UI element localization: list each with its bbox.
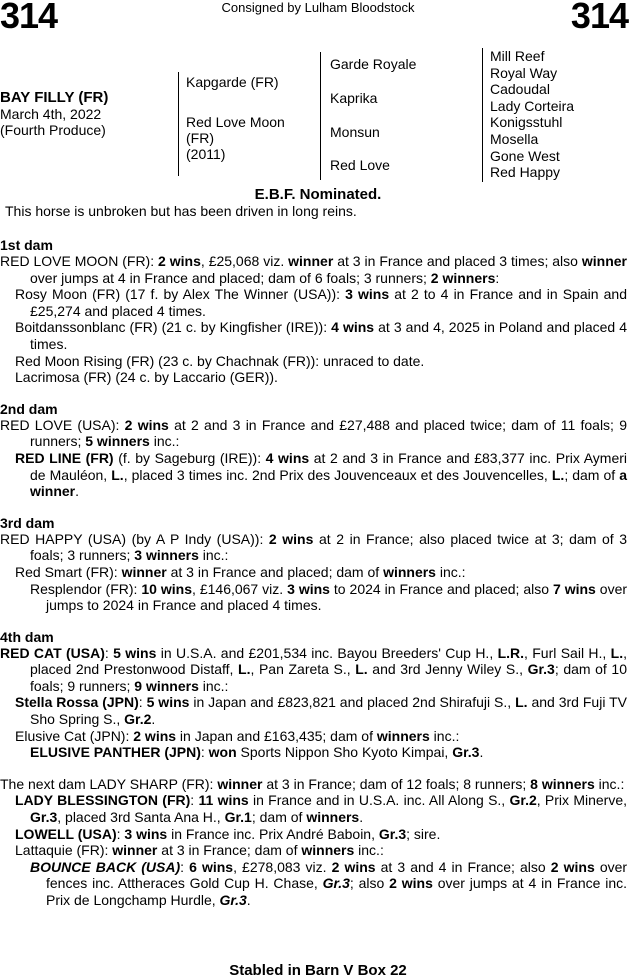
pedigree-divider bbox=[482, 48, 483, 182]
produce-note: (Fourth Produce) bbox=[0, 122, 106, 138]
first-dam-section bbox=[0, 237, 627, 386]
great-grandparent: Cadoudal bbox=[490, 81, 550, 98]
second-dam-section bbox=[0, 401, 627, 500]
progeny-entry: Boitdanssonblanc (FR) (21 c. by Kingfisher (IRE)): 4 wins at 3 and 4, 2025 in Poland and placed 4 times. bbox=[15, 319, 628, 352]
dam-year: (2011) bbox=[186, 146, 226, 162]
great-grandparent: Royal Way bbox=[490, 64, 558, 81]
dam-entry: The next dam LADY SHARP (FR): winner at 3 in France; dam of 12 foals; 8 runners; 8 winners inc.: bbox=[0, 775, 625, 792]
great-grandparent: Konigsstuhl bbox=[490, 114, 563, 131]
progeny-entry: RED LINE (FR) (f. by Sageburg (IRE)): 4 wins at 2 and 3 in France and £83,377 inc. Prix Aymeri de Mauléon, L., placed 3 times inc. 2nd Prix des Jouvenceaux et des Jouvencelles, L.; dam of a winner. bbox=[15, 449, 628, 500]
pedigree-divider bbox=[178, 72, 179, 176]
dam bbox=[186, 114, 285, 162]
unbroken-note: This horse is unbroken but has been driven in long reins. bbox=[5, 203, 357, 219]
dam-country: (FR) bbox=[186, 130, 214, 146]
lot-number-right: 314 bbox=[570, 0, 628, 36]
dam-entry: RED LOVE (USA): 2 wins at 2 and 3 in France and £27,488 and placed twice; dam of 11 foals; 9 runners; 5 winners inc.: bbox=[0, 416, 627, 450]
dam-name: Red Love Moon bbox=[186, 114, 285, 130]
grandparent: Kaprika bbox=[330, 90, 378, 106]
grandparent: Garde Royale bbox=[330, 56, 417, 72]
progeny-entry: Stella Rossa (JPN): 5 wins in Japan and £823,821 and placed 2nd Shirafuji S., L. and 3rd Fuji TV Sho Spring S., Gr.2. bbox=[15, 694, 627, 728]
next-dam-section bbox=[0, 776, 627, 909]
lot-number-left: 314 bbox=[0, 0, 58, 36]
consignor: Consigned by Lulham Bloodstock bbox=[221, 0, 415, 15]
third-dam-section bbox=[0, 515, 627, 614]
sire: Kapgarde (FR) bbox=[186, 74, 279, 90]
section-title: 3rd dam bbox=[0, 514, 55, 531]
section-title: 4th dam bbox=[0, 628, 54, 645]
great-grandparent: Gone West bbox=[490, 147, 560, 164]
horse-type: BAY FILLY (FR) bbox=[0, 89, 109, 106]
progeny-entry: Rosy Moon (FR) (17 f. by Alex The Winner (USA)): 3 wins at 2 to 4 in France and in Spain and £25,274 and placed 4 times. bbox=[15, 286, 627, 319]
section-title: 2nd dam bbox=[0, 400, 58, 417]
progeny-entry: Lacrimosa (FR) (24 c. by Laccario (GER)). bbox=[15, 369, 278, 386]
ebf-nominated: E.B.F. Nominated. bbox=[254, 186, 382, 203]
progeny-entry: BOUNCE BACK (USA): 6 wins, £278,083 viz. 2 wins at 3 and 4 in France; also 2 wins over fences inc. Attheraces Gold Cup H. Chase, Gr.3; also 2 wins over jumps at 4 in France inc. Prix de Longchamp Hurdle, Gr.3. bbox=[30, 858, 628, 908]
pedigree-divider bbox=[320, 52, 321, 180]
progeny-entry: Red Smart (FR): winner at 3 in France and placed; dam of winners inc.: bbox=[15, 563, 466, 580]
pedigree-table bbox=[0, 46, 636, 184]
great-grandparent: Mosella bbox=[490, 130, 539, 147]
section-title: 1st dam bbox=[0, 237, 53, 253]
grandparent: Monsun bbox=[330, 124, 380, 140]
great-grandparent: Mill Reef bbox=[490, 48, 545, 64]
great-grandparent: Lady Corteira bbox=[490, 97, 575, 114]
great-grandparent: Red Happy bbox=[490, 164, 561, 181]
progeny-entry: Red Moon Rising (FR) (23 c. by Chachnak (FR)): unraced to date. bbox=[15, 352, 425, 369]
progeny-entry: ELUSIVE PANTHER (JPN): won Sports Nippon Sho Kyoto Kimpai, Gr.3. bbox=[30, 744, 484, 761]
great-grandparents bbox=[490, 48, 574, 181]
progeny-entry: RED CAT (USA): 5 wins in U.S.A. and £201,534 inc. Bayou Breeders' Cup H., L.R., Furl Sail H., L., placed 2nd Prestonwood Distaff, L., Pan Zareta S., L. and 3rd Jenny Wiley S., Gr.3; dam of 10 foals; 9 runners; 9 winners inc.: bbox=[0, 644, 627, 694]
fourth-dam-section bbox=[0, 629, 627, 761]
progeny-entry: Lattaquie (FR): winner at 3 in France; dam of winners inc.: bbox=[15, 842, 384, 859]
progeny-entry: LADY BLESSINGTON (FR): 11 wins in France and in U.S.A. inc. All Along S., Gr.2, Prix Minerve, Gr.3, placed 3rd Santa Ana H., Gr.1; dam of winners. bbox=[15, 792, 628, 826]
foaled-date: March 4th, 2022 bbox=[0, 106, 102, 122]
stabling-info: Stabled in Barn V Box 22 bbox=[229, 962, 407, 979]
dam-entry: RED HAPPY (USA) (by A P Indy (USA)): 2 wins at 2 in France; also placed twice at 3; dam of 3 foals; 3 runners; 3 winners inc.: bbox=[0, 530, 627, 564]
progeny-entry: LOWELL (USA): 3 wins in France inc. Prix André Baboin, Gr.3; sire. bbox=[15, 825, 441, 842]
horse-info bbox=[0, 90, 108, 138]
dam-entry: RED LOVE MOON (FR): 2 wins, £25,068 viz. winner at 3 in France and placed 3 times; also winner over jumps at 4 in France and placed; dam of 6 foals; 3 runners; 2 winners: bbox=[0, 253, 628, 286]
progeny-entry: Resplendor (FR): 10 wins, £146,067 viz. 3 wins to 2024 in France and placed; also 7 wins over jumps to 2024 in France and placed 4 times. bbox=[30, 580, 628, 614]
progeny-entry: Elusive Cat (JPN): 2 wins in Japan and £163,435; dam of winners inc.: bbox=[15, 727, 460, 744]
grandparent: Red Love bbox=[330, 157, 390, 173]
catalogue-body bbox=[0, 237, 627, 924]
